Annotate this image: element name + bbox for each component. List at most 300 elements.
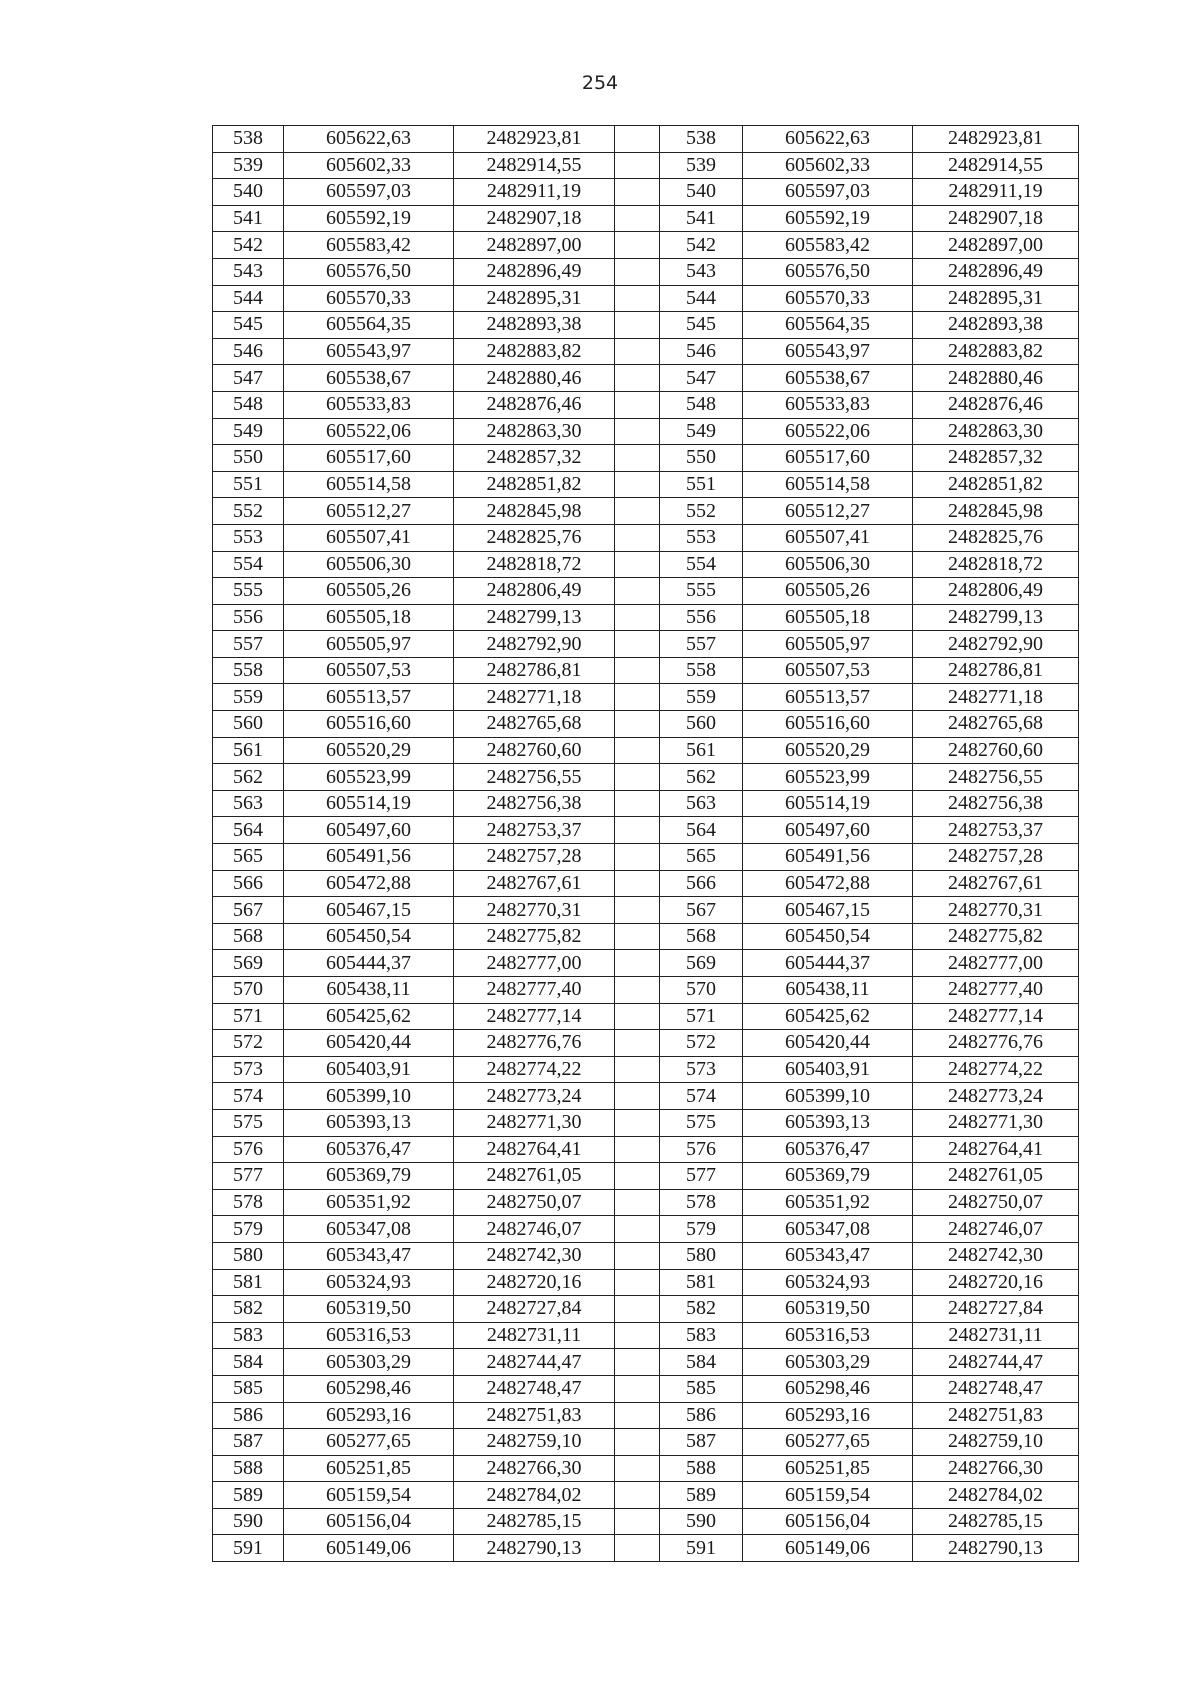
spacer-cell [615,684,660,711]
left-y-coordinate-cell: 2482876,46 [454,391,615,418]
left-y-coordinate-cell: 2482895,31 [454,285,615,312]
right-point-number-cell: 563 [660,790,743,817]
left-y-coordinate-cell: 2482767,61 [454,870,615,897]
right-y-coordinate-cell: 2482757,28 [913,844,1079,871]
right-y-coordinate-cell: 2482880,46 [913,365,1079,392]
left-y-coordinate-cell: 2482765,68 [454,711,615,738]
left-point-number-cell: 553 [213,524,284,551]
left-x-coordinate-cell: 605497,60 [284,817,454,844]
right-x-coordinate-cell: 605543,97 [743,338,913,365]
table-row [213,1083,1079,1110]
right-y-coordinate-cell: 2482923,81 [913,126,1079,153]
right-point-number-cell: 576 [660,1136,743,1163]
right-y-coordinate-cell: 2482897,00 [913,232,1079,259]
right-x-coordinate-cell: 605533,83 [743,391,913,418]
left-x-coordinate-cell: 605351,92 [284,1189,454,1216]
left-y-coordinate-cell: 2482720,16 [454,1269,615,1296]
right-point-number-cell: 544 [660,285,743,312]
left-y-coordinate-cell: 2482771,18 [454,684,615,711]
spacer-cell [615,1109,660,1136]
left-x-coordinate-cell: 605450,54 [284,923,454,950]
spacer-cell [615,1269,660,1296]
spacer-cell [615,338,660,365]
left-y-coordinate-cell: 2482775,82 [454,923,615,950]
right-point-number-cell: 554 [660,551,743,578]
left-y-coordinate-cell: 2482771,30 [454,1109,615,1136]
spacer-cell [615,1375,660,1402]
right-y-coordinate-cell: 2482776,76 [913,1030,1079,1057]
right-x-coordinate-cell: 605520,29 [743,737,913,764]
right-x-coordinate-cell: 605450,54 [743,923,913,950]
left-point-number-cell: 548 [213,391,284,418]
spacer-cell [615,179,660,206]
left-y-coordinate-cell: 2482883,82 [454,338,615,365]
left-x-coordinate-cell: 605507,53 [284,657,454,684]
left-point-number-cell: 569 [213,950,284,977]
left-x-coordinate-cell: 605512,27 [284,498,454,525]
right-x-coordinate-cell: 605576,50 [743,258,913,285]
table-row [213,391,1079,418]
right-x-coordinate-cell: 605514,58 [743,471,913,498]
right-y-coordinate-cell: 2482750,07 [913,1189,1079,1216]
spacer-cell [615,657,660,684]
right-y-coordinate-cell: 2482863,30 [913,418,1079,445]
right-point-number-cell: 549 [660,418,743,445]
page-number: 254 [581,72,619,94]
left-y-coordinate-cell: 2482790,13 [454,1535,615,1562]
right-x-coordinate-cell: 605403,91 [743,1056,913,1083]
right-point-number-cell: 588 [660,1455,743,1482]
right-x-coordinate-cell: 605319,50 [743,1296,913,1323]
table-row [213,258,1079,285]
right-x-coordinate-cell: 605512,27 [743,498,913,525]
right-x-coordinate-cell: 605506,30 [743,551,913,578]
right-y-coordinate-cell: 2482775,82 [913,923,1079,950]
left-point-number-cell: 574 [213,1083,284,1110]
left-x-coordinate-cell: 605505,18 [284,604,454,631]
right-x-coordinate-cell: 605516,60 [743,711,913,738]
right-y-coordinate-cell: 2482895,31 [913,285,1079,312]
right-x-coordinate-cell: 605513,57 [743,684,913,711]
table-row [213,1056,1079,1083]
left-point-number-cell: 582 [213,1296,284,1323]
left-x-coordinate-cell: 605376,47 [284,1136,454,1163]
spacer-cell [615,790,660,817]
right-point-number-cell: 586 [660,1402,743,1429]
spacer-cell [615,977,660,1004]
right-point-number-cell: 556 [660,604,743,631]
table-row [213,524,1079,551]
right-point-number-cell: 578 [660,1189,743,1216]
left-point-number-cell: 581 [213,1269,284,1296]
right-y-coordinate-cell: 2482777,14 [913,1003,1079,1030]
spacer-cell [615,631,660,658]
left-x-coordinate-cell: 605505,26 [284,578,454,605]
spacer-cell [615,152,660,179]
table-row [213,1429,1079,1456]
left-y-coordinate-cell: 2482750,07 [454,1189,615,1216]
left-point-number-cell: 557 [213,631,284,658]
spacer-cell [615,1189,660,1216]
left-x-coordinate-cell: 605622,63 [284,126,454,153]
left-x-coordinate-cell: 605520,29 [284,737,454,764]
table-row [213,126,1079,153]
right-y-coordinate-cell: 2482756,55 [913,764,1079,791]
spacer-cell [615,737,660,764]
spacer-cell [615,1508,660,1535]
left-x-coordinate-cell: 605543,97 [284,338,454,365]
left-point-number-cell: 561 [213,737,284,764]
left-x-coordinate-cell: 605514,19 [284,790,454,817]
left-x-coordinate-cell: 605319,50 [284,1296,454,1323]
table-row [213,1482,1079,1509]
left-y-coordinate-cell: 2482799,13 [454,604,615,631]
right-x-coordinate-cell: 605491,56 [743,844,913,871]
table-row [213,471,1079,498]
spacer-cell [615,418,660,445]
right-x-coordinate-cell: 605293,16 [743,1402,913,1429]
left-x-coordinate-cell: 605602,33 [284,152,454,179]
right-y-coordinate-cell: 2482774,22 [913,1056,1079,1083]
left-x-coordinate-cell: 605159,54 [284,1482,454,1509]
right-x-coordinate-cell: 605351,92 [743,1189,913,1216]
left-point-number-cell: 568 [213,923,284,950]
left-point-number-cell: 566 [213,870,284,897]
right-point-number-cell: 552 [660,498,743,525]
right-y-coordinate-cell: 2482771,30 [913,1109,1079,1136]
left-point-number-cell: 565 [213,844,284,871]
right-y-coordinate-cell: 2482744,47 [913,1349,1079,1376]
right-x-coordinate-cell: 605507,41 [743,524,913,551]
spacer-cell [615,711,660,738]
right-y-coordinate-cell: 2482806,49 [913,578,1079,605]
right-y-coordinate-cell: 2482764,41 [913,1136,1079,1163]
table-row [213,1296,1079,1323]
spacer-cell [615,1535,660,1562]
right-point-number-cell: 539 [660,152,743,179]
left-y-coordinate-cell: 2482727,84 [454,1296,615,1323]
left-x-coordinate-cell: 605597,03 [284,179,454,206]
left-y-coordinate-cell: 2482857,32 [454,445,615,472]
right-y-coordinate-cell: 2482773,24 [913,1083,1079,1110]
left-point-number-cell: 549 [213,418,284,445]
right-point-number-cell: 585 [660,1375,743,1402]
left-y-coordinate-cell: 2482806,49 [454,578,615,605]
table-row [213,790,1079,817]
right-point-number-cell: 566 [660,870,743,897]
left-point-number-cell: 560 [213,711,284,738]
table-row [213,711,1079,738]
left-point-number-cell: 567 [213,897,284,924]
right-x-coordinate-cell: 605497,60 [743,817,913,844]
spacer-cell [615,312,660,339]
left-y-coordinate-cell: 2482911,19 [454,179,615,206]
left-point-number-cell: 564 [213,817,284,844]
table-row [213,1349,1079,1376]
right-x-coordinate-cell: 605343,47 [743,1242,913,1269]
left-point-number-cell: 540 [213,179,284,206]
spacer-cell [615,764,660,791]
left-y-coordinate-cell: 2482748,47 [454,1375,615,1402]
left-x-coordinate-cell: 605506,30 [284,551,454,578]
right-x-coordinate-cell: 605393,13 [743,1109,913,1136]
left-x-coordinate-cell: 605467,15 [284,897,454,924]
left-x-coordinate-cell: 605564,35 [284,312,454,339]
left-x-coordinate-cell: 605514,58 [284,471,454,498]
right-x-coordinate-cell: 605538,67 [743,365,913,392]
table-row [213,923,1079,950]
table-row [213,205,1079,232]
table-row [213,977,1079,1004]
right-x-coordinate-cell: 605517,60 [743,445,913,472]
left-point-number-cell: 572 [213,1030,284,1057]
spacer-cell [615,950,660,977]
left-y-coordinate-cell: 2482907,18 [454,205,615,232]
spacer-cell [615,1322,660,1349]
right-y-coordinate-cell: 2482914,55 [913,152,1079,179]
left-point-number-cell: 579 [213,1216,284,1243]
left-x-coordinate-cell: 605538,67 [284,365,454,392]
table-row [213,631,1079,658]
right-point-number-cell: 570 [660,977,743,1004]
right-point-number-cell: 564 [660,817,743,844]
right-point-number-cell: 572 [660,1030,743,1057]
right-point-number-cell: 558 [660,657,743,684]
table-row [213,232,1079,259]
right-y-coordinate-cell: 2482785,15 [913,1508,1079,1535]
right-x-coordinate-cell: 605570,33 [743,285,913,312]
spacer-cell [615,285,660,312]
right-y-coordinate-cell: 2482767,61 [913,870,1079,897]
left-point-number-cell: 547 [213,365,284,392]
left-x-coordinate-cell: 605523,99 [284,764,454,791]
table-row [213,1508,1079,1535]
right-point-number-cell: 589 [660,1482,743,1509]
left-y-coordinate-cell: 2482731,11 [454,1322,615,1349]
left-point-number-cell: 555 [213,578,284,605]
left-point-number-cell: 587 [213,1429,284,1456]
left-x-coordinate-cell: 605472,88 [284,870,454,897]
right-y-coordinate-cell: 2482792,90 [913,631,1079,658]
left-x-coordinate-cell: 605513,57 [284,684,454,711]
right-x-coordinate-cell: 605369,79 [743,1163,913,1190]
right-y-coordinate-cell: 2482720,16 [913,1269,1079,1296]
left-y-coordinate-cell: 2482863,30 [454,418,615,445]
table-row [213,897,1079,924]
left-y-coordinate-cell: 2482759,10 [454,1429,615,1456]
left-x-coordinate-cell: 605522,06 [284,418,454,445]
table-row [213,365,1079,392]
left-point-number-cell: 577 [213,1163,284,1190]
right-point-number-cell: 575 [660,1109,743,1136]
left-y-coordinate-cell: 2482757,28 [454,844,615,871]
left-y-coordinate-cell: 2482818,72 [454,551,615,578]
right-y-coordinate-cell: 2482911,19 [913,179,1079,206]
right-point-number-cell: 583 [660,1322,743,1349]
table-row [213,1216,1079,1243]
spacer-cell [615,1482,660,1509]
right-point-number-cell: 560 [660,711,743,738]
right-x-coordinate-cell: 605159,54 [743,1482,913,1509]
table-row [213,870,1079,897]
table-row [213,684,1079,711]
table-row [213,551,1079,578]
left-x-coordinate-cell: 605156,04 [284,1508,454,1535]
spacer-cell [615,524,660,551]
left-point-number-cell: 589 [213,1482,284,1509]
right-y-coordinate-cell: 2482851,82 [913,471,1079,498]
right-point-number-cell: 582 [660,1296,743,1323]
left-x-coordinate-cell: 605438,11 [284,977,454,1004]
table-row [213,179,1079,206]
right-y-coordinate-cell: 2482742,30 [913,1242,1079,1269]
right-y-coordinate-cell: 2482818,72 [913,551,1079,578]
left-point-number-cell: 563 [213,790,284,817]
right-point-number-cell: 590 [660,1508,743,1535]
left-point-number-cell: 575 [213,1109,284,1136]
table-row [213,1136,1079,1163]
right-y-coordinate-cell: 2482896,49 [913,258,1079,285]
left-y-coordinate-cell: 2482746,07 [454,1216,615,1243]
spacer-cell [615,551,660,578]
left-point-number-cell: 541 [213,205,284,232]
right-x-coordinate-cell: 605438,11 [743,977,913,1004]
right-x-coordinate-cell: 605597,03 [743,179,913,206]
right-y-coordinate-cell: 2482760,60 [913,737,1079,764]
left-x-coordinate-cell: 605425,62 [284,1003,454,1030]
left-point-number-cell: 591 [213,1535,284,1562]
right-point-number-cell: 581 [660,1269,743,1296]
spacer-cell [615,870,660,897]
right-x-coordinate-cell: 605316,53 [743,1322,913,1349]
spacer-cell [615,1083,660,1110]
right-y-coordinate-cell: 2482907,18 [913,205,1079,232]
spacer-cell [615,365,660,392]
table-row [213,764,1079,791]
left-x-coordinate-cell: 605251,85 [284,1455,454,1482]
table-row [213,578,1079,605]
right-y-coordinate-cell: 2482883,82 [913,338,1079,365]
left-point-number-cell: 551 [213,471,284,498]
left-x-coordinate-cell: 605347,08 [284,1216,454,1243]
left-x-coordinate-cell: 605420,44 [284,1030,454,1057]
right-x-coordinate-cell: 605523,99 [743,764,913,791]
right-y-coordinate-cell: 2482777,00 [913,950,1079,977]
left-point-number-cell: 585 [213,1375,284,1402]
table-row [213,1269,1079,1296]
left-y-coordinate-cell: 2482897,00 [454,232,615,259]
spacer-cell [615,391,660,418]
left-point-number-cell: 583 [213,1322,284,1349]
right-y-coordinate-cell: 2482761,05 [913,1163,1079,1190]
table-row [213,338,1079,365]
right-x-coordinate-cell: 605522,06 [743,418,913,445]
left-point-number-cell: 554 [213,551,284,578]
table-row [213,418,1079,445]
left-point-number-cell: 556 [213,604,284,631]
spacer-cell [615,897,660,924]
spacer-cell [615,1163,660,1190]
right-x-coordinate-cell: 605399,10 [743,1083,913,1110]
right-x-coordinate-cell: 605303,29 [743,1349,913,1376]
left-x-coordinate-cell: 605444,37 [284,950,454,977]
left-point-number-cell: 570 [213,977,284,1004]
table-row [213,817,1079,844]
right-y-coordinate-cell: 2482748,47 [913,1375,1079,1402]
right-x-coordinate-cell: 605505,26 [743,578,913,605]
right-point-number-cell: 568 [660,923,743,950]
left-x-coordinate-cell: 605516,60 [284,711,454,738]
left-x-coordinate-cell: 605277,65 [284,1429,454,1456]
left-x-coordinate-cell: 605570,33 [284,285,454,312]
right-y-coordinate-cell: 2482771,18 [913,684,1079,711]
spacer-cell [615,1296,660,1323]
left-x-coordinate-cell: 605149,06 [284,1535,454,1562]
left-y-coordinate-cell: 2482773,24 [454,1083,615,1110]
right-point-number-cell: 580 [660,1242,743,1269]
right-y-coordinate-cell: 2482765,68 [913,711,1079,738]
right-y-coordinate-cell: 2482784,02 [913,1482,1079,1509]
left-x-coordinate-cell: 605592,19 [284,205,454,232]
right-x-coordinate-cell: 605156,04 [743,1508,913,1535]
left-y-coordinate-cell: 2482784,02 [454,1482,615,1509]
right-point-number-cell: 547 [660,365,743,392]
right-y-coordinate-cell: 2482876,46 [913,391,1079,418]
left-point-number-cell: 552 [213,498,284,525]
left-y-coordinate-cell: 2482777,14 [454,1003,615,1030]
right-y-coordinate-cell: 2482893,38 [913,312,1079,339]
right-point-number-cell: 540 [660,179,743,206]
right-point-number-cell: 541 [660,205,743,232]
left-y-coordinate-cell: 2482751,83 [454,1402,615,1429]
table-row [213,1003,1079,1030]
spacer-cell [615,923,660,950]
right-point-number-cell: 579 [660,1216,743,1243]
left-x-coordinate-cell: 605316,53 [284,1322,454,1349]
left-y-coordinate-cell: 2482792,90 [454,631,615,658]
spacer-cell [615,1030,660,1057]
left-point-number-cell: 545 [213,312,284,339]
left-point-number-cell: 588 [213,1455,284,1482]
spacer-cell [615,205,660,232]
left-y-coordinate-cell: 2482760,60 [454,737,615,764]
table-row [213,844,1079,871]
right-point-number-cell: 542 [660,232,743,259]
left-y-coordinate-cell: 2482761,05 [454,1163,615,1190]
right-y-coordinate-cell: 2482756,38 [913,790,1079,817]
left-point-number-cell: 578 [213,1189,284,1216]
spacer-cell [615,604,660,631]
right-y-coordinate-cell: 2482731,11 [913,1322,1079,1349]
right-point-number-cell: 548 [660,391,743,418]
left-x-coordinate-cell: 605293,16 [284,1402,454,1429]
spacer-cell [615,1402,660,1429]
left-y-coordinate-cell: 2482786,81 [454,657,615,684]
left-y-coordinate-cell: 2482770,31 [454,897,615,924]
right-point-number-cell: 559 [660,684,743,711]
right-point-number-cell: 573 [660,1056,743,1083]
left-y-coordinate-cell: 2482914,55 [454,152,615,179]
left-point-number-cell: 576 [213,1136,284,1163]
right-point-number-cell: 555 [660,578,743,605]
left-x-coordinate-cell: 605399,10 [284,1083,454,1110]
table-row [213,604,1079,631]
spacer-cell [615,1429,660,1456]
table-row [213,312,1079,339]
table-row [213,1322,1079,1349]
right-x-coordinate-cell: 605444,37 [743,950,913,977]
left-point-number-cell: 550 [213,445,284,472]
